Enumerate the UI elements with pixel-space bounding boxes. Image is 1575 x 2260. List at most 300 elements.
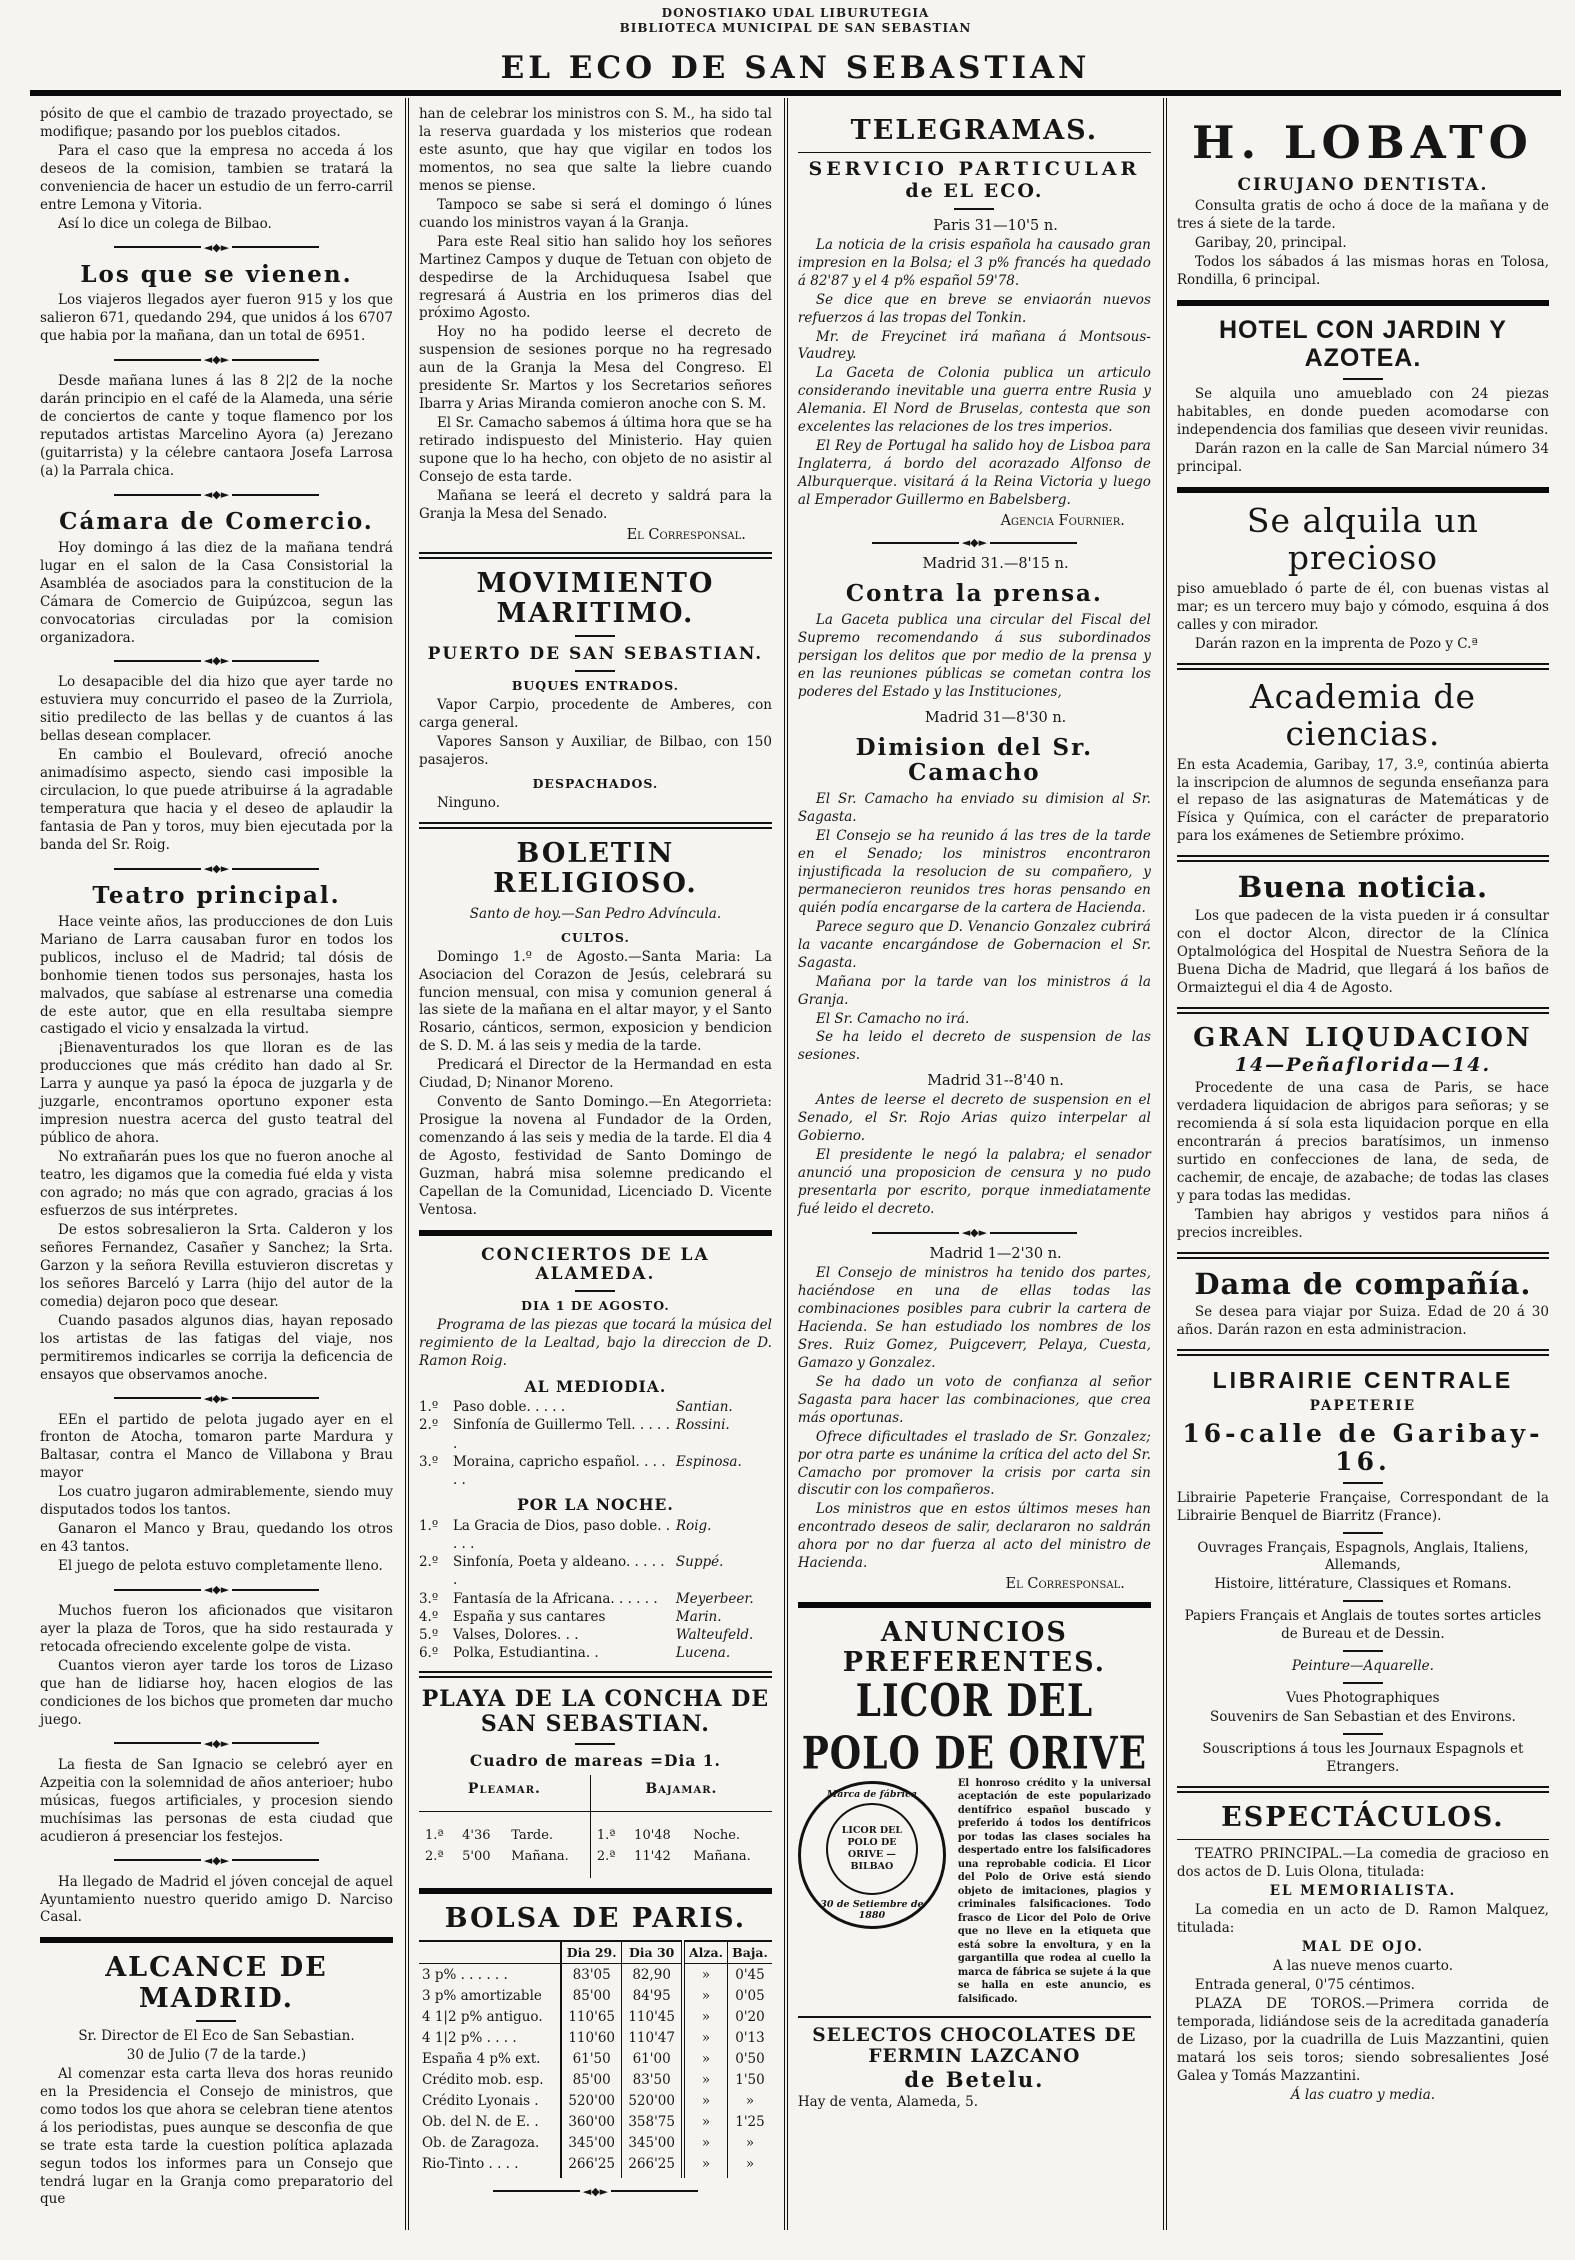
table-cell: Crédito mob. esp. xyxy=(421,2071,544,2088)
small-rule xyxy=(1343,1733,1383,1735)
paragraph: Para el caso que la empresa no acceda á los deseos de la comision, tambien se tratará la conveniencia de hacer un estudio de un ferro-carril entre Lemona y Vitoria. xyxy=(40,142,393,213)
paragraph: Mañana se leerá el decreto y saldrá para la Granja la Mesa del Senado. xyxy=(418,488,772,522)
paragraph: ¡Bienaventurados los que lloran es de las producciones que más crédito han dado al Sr. Larra y aunque ya pasó la época de juzgarla y de juzgarle, encontramos oportuno exponer esta impresion nuestra acerca del gusto teatral del público de ahora. xyxy=(40,1040,393,1147)
heading: BOLSA DE PARIS. xyxy=(444,1903,747,1934)
ornament-line xyxy=(232,246,319,248)
program-number: 3.º xyxy=(418,1590,439,1607)
table-cell: 345'00 xyxy=(622,2132,683,2153)
paragraph: Tampoco se sabe si será el domingo ó lúnes cuando los ministros vayan á la Granja. xyxy=(418,196,772,231)
ornament-line xyxy=(990,1232,1077,1234)
heading: TELEGRAMAS. xyxy=(850,115,1099,146)
ornament-line xyxy=(232,868,319,870)
ornament-line xyxy=(114,660,201,662)
small-rule xyxy=(1343,1482,1383,1484)
table-row xyxy=(419,1985,772,2006)
double-rule xyxy=(1177,1007,1549,1014)
stock-table-body xyxy=(419,1964,772,2178)
paragraph: pósito de que el cambio de trazado proyectado, se modifique; pasando por los pueblos citados. xyxy=(40,106,393,140)
program-author: Santian. xyxy=(675,1399,733,1416)
paragraph: Entrada general, 0'75 céntimos. xyxy=(1194,1976,1415,1993)
paragraph: Se alquila uno amueblado con 24 piezas habitables, en donde pueden acomodarse con independencia dos familias que deseen vivir reunidas. xyxy=(1176,386,1549,439)
small-rule xyxy=(575,670,615,672)
paragraph: Cuantos vieron ayer tarde los toros de Lizaso que han de lidiarse hoy, hacen elogios de las condiciones de los bichos que prometen dar mucho juego. xyxy=(40,1657,393,1728)
heading: de Betelu. xyxy=(904,2066,1045,2092)
paragraph: Programa de las piezas que tocará la música del regimiento de la Lealtad, bajo la direccion de D. Ramon Roig. xyxy=(418,1316,772,1369)
column-1 xyxy=(30,98,409,2230)
table-cell: 61'50 xyxy=(561,2048,622,2069)
program-item xyxy=(419,1590,772,1608)
heading: LIBRAIRIE CENTRALE xyxy=(1212,1366,1514,1393)
seal-center-text: LICOR DEL POLO DE ORIVE — BILBAO xyxy=(826,1803,918,1895)
paragraph: La Gaceta publica una circular del Fiscal del Supremo recomendando á sus subordinados persigan los delitos que por medio de la prensa y en las reuniones públicas se cometan contra los poderes del Estado y las Instituciones, xyxy=(797,611,1151,700)
paragraph: Domingo 1.º de Agosto.—Santa Maria: La Asociacion del Corazon de Jesús, celebrará su funcion mensual, con misa y comunion general á las siete de la mañana en el altar mayor, y el Santo Rosario, cánticos, sermon, exposicion y bendicion de S. D. M. á las seis y media de la tarde. xyxy=(418,948,772,1055)
program-number: 1.º xyxy=(418,1399,439,1416)
diamond-icon: ◄◆► xyxy=(203,862,230,875)
double-rule xyxy=(1177,1349,1549,1356)
paragraph: El Sr. Camacho no irá. xyxy=(815,1010,970,1027)
table-cell: 110'65 xyxy=(561,2006,622,2027)
program-item xyxy=(419,1644,772,1662)
heading: Buena noticia. xyxy=(1237,870,1489,905)
paragraph: La noticia de la crisis española ha causado gran impresion en la Bolsa; el 3 p% francés ha quedado á 82'87 y el 4 p% español 59'78. xyxy=(797,236,1151,289)
small-rule xyxy=(1343,1682,1383,1684)
heading: ANUNCIOS PREFERENTES. xyxy=(842,1617,1107,1679)
paragraph: PAPETERIE xyxy=(1309,1397,1417,1414)
paragraph: Se ha leido el decreto de suspension de las sesiones. xyxy=(797,1029,1151,1064)
table-cell: » xyxy=(728,2132,772,2153)
heavy-rule xyxy=(1177,487,1549,493)
heading: 14—Peñaflorida—14. xyxy=(1234,1053,1492,1076)
advert-licor-del-polo xyxy=(798,1674,1151,2019)
table-cell: 1'50 xyxy=(728,2069,772,2090)
program-title: España y sus cantares xyxy=(452,1608,606,1625)
heading: de EL ECO. xyxy=(905,179,1044,202)
tide-table-head xyxy=(419,1775,772,1812)
advert-title: LICOR DEL POLO DE ORIVE xyxy=(801,1674,1148,1780)
table-cell: Crédito Lyonais . xyxy=(421,2092,539,2109)
diamond-icon: ◄◆► xyxy=(203,1583,230,1597)
paragraph: Los viajeros llegados ayer fueron 915 y los que salieron 671, quedando 294, que unidos á los 6707 que habia por la mañana, dan un total de 6951. xyxy=(40,292,393,345)
paragraph: piso amueblado ó parte de él, con buenas vistas al mar; es un tercero muy bajo y cómodo, esquina á dos calles y con mirador. xyxy=(1176,580,1549,633)
paragraph: han de celebrar los ministros con S. M., ha sido tal la reserva guardada y los misterios que rodean este asunto, que hay que vigilar en todos los momentos, no sea que salte la liebre cuando menos se piense. xyxy=(418,106,772,194)
ornament-line xyxy=(493,2190,580,2192)
paragraph: Cuando pasados algunos dias, hayan reposado los artistas de las fatigas del viaje, nos permitiremos indicarles se corrija la deficencia de ensayos que observamos anoche. xyxy=(40,1312,393,1383)
double-rule xyxy=(419,1671,772,1678)
table-cell: 2.ª xyxy=(424,1849,444,1864)
program-author: Roig. xyxy=(675,1517,712,1534)
program-number: 5.º xyxy=(418,1626,439,1643)
small-rule xyxy=(196,2020,236,2022)
paragraph: Santo de hoy.—San Pedro Advíncula. xyxy=(469,905,722,922)
paragraph: El presidente le negó la palabra; el senador anunció una proposicion de censura y no pudo presentarla por escrito, porque inmediatamente fué leido el decreto. xyxy=(797,1147,1151,1218)
table-cell: » xyxy=(683,2048,728,2069)
paragraph: Para este Real sitio han salido hoy los señores Martinez Campos y duque de Tetuan con objeto de despedirse de la Archiduquesa Isabel que regresará á Austria en los primeros dias del próximo Agosto. xyxy=(418,233,772,322)
table-cell: 520'00 xyxy=(561,2090,622,2111)
ornament-line xyxy=(232,1859,319,1861)
table-row xyxy=(419,2153,772,2178)
table-cell: 360'00 xyxy=(561,2111,622,2132)
heading: Contra la prensa. xyxy=(845,580,1103,608)
heading: Cuadro de mareas =Dia 1. xyxy=(469,1750,721,1770)
paragraph: Souscriptions á tous les Journaux Espagnols et Etrangers. xyxy=(1202,1741,1524,1776)
table-cell: » xyxy=(683,2027,728,2048)
program-author: Lucena. xyxy=(675,1645,731,1662)
paragraph: Mr. de Freycinet irá mañana á Montsous-Vaudrey. xyxy=(797,328,1151,363)
table-cell: 61'00 xyxy=(622,2048,683,2069)
table-cell: 4'36 xyxy=(462,1828,491,1843)
paragraph: Peinture—Aquarelle. xyxy=(1291,1658,1434,1675)
table-row xyxy=(419,2111,772,2132)
column-header: Pleamar. xyxy=(419,1775,590,1812)
heading: Se alquila un precioso xyxy=(1246,500,1479,577)
paragraph: Hay de venta, Alameda, 5. xyxy=(797,2094,978,2111)
program-item xyxy=(419,1626,772,1644)
program-title: Fantasía de la Africana. . . . . . xyxy=(452,1590,658,1607)
ornament-line xyxy=(114,246,201,248)
program-item xyxy=(419,1553,772,1589)
divider-ornament-icon xyxy=(872,537,1077,548)
paragraph: No extrañarán pues los que no fueron anoche al teatro, les digamos que la comedia fué elda y vista con agrado; no más que con agrado, gracias á los esfuerzos de sus intérpretes. xyxy=(40,1149,393,1219)
table-row xyxy=(419,2048,772,2069)
table-cell: 11'42 xyxy=(634,1849,671,1864)
paragraph: Consulta gratis de ocho á doce de la mañana y de tres á siete de la tarde. xyxy=(1176,198,1549,233)
program-title: Paso doble. . . . . xyxy=(452,1399,566,1416)
heading: POR LA NOCHE. xyxy=(517,1495,674,1515)
paragraph: Darán razon en la imprenta de Pozo y C.ª xyxy=(1194,635,1478,652)
program-author: Meyerbeer. xyxy=(675,1590,754,1607)
program-number: 2.º xyxy=(418,1554,439,1571)
heading: HOTEL CON JARDIN Y AZOTEA. xyxy=(1218,316,1507,373)
paragraph: En esta Academia, Garibay, 17, 3.º, continúa abierta la inscripcion de alumnos de segunda enseñanza para el repaso de las asignaturas de Matemáticas y de Física y Química, con el carácter de preparatorio para los exámenes de Setiembre próximo. xyxy=(1176,756,1549,845)
masthead-title: EL ECO DE SAN SEBASTIAN xyxy=(500,50,1091,86)
paragraph: La fiesta de San Ignacio se celebró ayer en Azpeitia con la solemnidad de años anterioer; hubo músicas, fuegos artificiales, y procesion siendo muchísimas las personas de esta ciudad que acudieron á presenciar los festejos. xyxy=(40,1756,393,1845)
library-stamp-line1: DONOSTIAKO UDAL LIBURUTEGIA xyxy=(661,6,930,20)
advert-body xyxy=(798,1777,1151,2019)
paragraph: Á las cuatro y media. xyxy=(1290,2086,1436,2103)
paragraph: El Rey de Portugal ha salido hoy de Lisboa para Inglaterra, á bordo del acorazado Alfonso de Alburquerque. visitará á la Reina Victoria y luego al Emperador Guillermo en Babelsberg. xyxy=(797,438,1151,509)
ornament-line xyxy=(232,1742,319,1744)
paragraph: Ouvrages Français, Espagnols, Anglais, Italiens, Allemands, xyxy=(1197,1539,1529,1574)
table-cell: 110'45 xyxy=(622,2006,683,2027)
heavy-rule xyxy=(1177,300,1549,306)
heading: Dama de compañía. xyxy=(1194,1266,1532,1301)
double-rule xyxy=(419,822,772,829)
paragraph: El Consejo se ha reunido á las tres de la tarde en el Senado; los ministros encontraron injustificada la resolucion de su compañero, y permanecieron reunidos tres horas pensando en quién podía encargarse de la cartera de Hacienda. xyxy=(797,827,1151,916)
column-header: Baja. xyxy=(728,1941,772,1964)
paragraph: El Consejo de ministros ha tenido dos partes, haciéndose en una de ellas todas las combinaciones posibles para cubrir la cartera de Hacienda. Se han estudiado los nombres de los Sres. Ruiz Gomez, Puigceverr, Pelaya, Cuesta, Gamazo y Gonzalez. xyxy=(797,1265,1151,1371)
table-row xyxy=(419,1812,772,1847)
divider-ornament-icon xyxy=(114,1393,319,1404)
table-cell: » xyxy=(683,2153,728,2178)
table-cell: 4 1|2 p% antiguo. xyxy=(421,2008,543,2025)
small-rule xyxy=(575,1290,615,1292)
dateline: Paris 31—10'5 n. xyxy=(933,217,1058,234)
divider-ornament-icon xyxy=(114,1738,319,1749)
program-title: Moraina, capricho español. . . . . . xyxy=(452,1453,666,1489)
paragraph: Los que padecen de la vista pueden ir á consultar con el doctor Alcon, director de la Clínica Optalmológica del Hospital de Nuestra Señora de la Buena Dicha de Madrid, que llegará á los baños de Ormaiztegui el dia 4 de Agosto. xyxy=(1176,907,1549,996)
paragraph: Ninguno. xyxy=(436,795,500,812)
double-rule xyxy=(1177,1252,1549,1259)
thin-rule xyxy=(798,152,1151,153)
stock-table xyxy=(419,1940,772,2178)
program-author: Marin. xyxy=(675,1608,722,1625)
paragraph: Desde mañana lunes á las 8 2|2 de la noche darán principio en el café de la Alameda, una série de conciertos de cante y toque flamenco por los reputados artistas Marcelino Ayora (a) Jerezano (guitarrista) y la célebre cantaora Josefa Larrosa (a) la Parrala chica. xyxy=(40,373,393,480)
ornament-line xyxy=(232,1397,319,1399)
heavy-rule xyxy=(798,1602,1151,1608)
program-item xyxy=(419,1398,772,1416)
small-rule xyxy=(954,208,994,210)
paragraph: Antes de leerse el decreto de suspension en el Senado, el Sr. Rojo Arias quizo interpelar al Gobierno. xyxy=(797,1092,1151,1145)
divider-ornament-icon xyxy=(114,863,319,874)
table-cell: 0'50 xyxy=(728,2048,772,2069)
paragraph: Sr. Director de El Eco de San Sebastian. xyxy=(78,2027,355,2044)
table-cell: 0'05 xyxy=(728,1985,772,2006)
tide-table xyxy=(419,1775,772,1878)
table-cell: 83'05 xyxy=(561,1964,622,1986)
paragraph: EL MEMORIALISTA. xyxy=(1269,1883,1457,1900)
heading: H. LOBATO xyxy=(1191,116,1534,169)
seal-bottom-text: 30 de Setiembre de 1880 xyxy=(820,1898,924,1921)
divider-ornament-icon xyxy=(493,2186,698,2197)
table-cell: 0'13 xyxy=(728,2027,772,2048)
paragraph: Lo desapacible del dia hizo que ayer tarde no estuviera muy concurrido el paseo de la Zurriola, sitio predilecto de las bellas y de cuantos á las bellas desean complacer. xyxy=(40,674,393,745)
small-rule xyxy=(1343,1600,1383,1602)
paragraph: Se dice que en breve se enviaorán nuevos refuerzos á las tropas del Tonkin. xyxy=(797,291,1151,326)
paragraph: Procedente de una casa de Paris, se hace verdadera liquidacion de abrigos para señoras; y se recomienda á sí sola esta liquidacion porque en ella encontrarán á precios baratísimos, un inmenso surtido en confecciones de lana, de seda, de cachemir, de encaje, de azabache; de todas las clases y para todas las medidas. xyxy=(1176,1079,1549,1204)
ornament-line xyxy=(114,1589,201,1591)
ornament-line xyxy=(114,868,201,870)
program-title: La Gracia de Dios, paso doble. . . . . xyxy=(452,1517,671,1552)
program-author: Espinosa. xyxy=(675,1453,742,1470)
paragraph: PLAZA DE TOROS.—Primera corrida de temporada, lidiándose seis de la acreditada ganadería de Lizaso, por la cuadrilla de Luis Mazzantini, quien matará los seis toros; siendo sobresalientes José Galea y Tomás Mazzantini. xyxy=(1176,1995,1549,2084)
heading: Dimision del Sr. Camacho xyxy=(855,733,1094,787)
double-rule xyxy=(1177,855,1549,862)
paragraph: Vapores Sanson y Auxiliar, de Bilbao, con 150 pasajeros. xyxy=(418,734,772,769)
table-cell: 82,90 xyxy=(622,1964,683,1986)
diamond-icon: ◄◆► xyxy=(203,654,230,668)
ornament-line xyxy=(114,1397,201,1399)
table-row xyxy=(419,1964,772,1986)
column-header: Alza. xyxy=(683,1941,728,1964)
column-header: Dia 30 xyxy=(622,1941,683,1964)
paragraph: Parece seguro que D. Venancio Gonzalez cubrirá la vacante encargándose de Gobernacion el Sr. Sagasta. xyxy=(797,918,1151,971)
signature: El Corresponsal. xyxy=(626,526,746,543)
double-rule xyxy=(1177,663,1549,670)
table-cell: 5'00 xyxy=(462,1849,491,1864)
paragraph: Así lo dice un colega de Bilbao. xyxy=(58,215,272,232)
paragraph: Hace veinte años, las producciones de don Luis Mariano de Larra causaban furor en todos los publicos, incluso el de Madrid; tal dósis de bonhomie tienen todos sus personajes, hasta los malvados, que sabíase al estrenarse una comedia de este autor, que en ella resultaba siempre castigado el vicio y ensalzada la virtud. xyxy=(40,913,393,1038)
table-cell: » xyxy=(683,1964,728,1986)
paragraph: El Sr. Camacho ha enviado su dimision al Sr. Sagasta. xyxy=(797,791,1151,826)
tide-table-body xyxy=(419,1812,772,1879)
dateline: Madrid 31.—8'15 n. xyxy=(922,556,1069,573)
ornament-line xyxy=(611,2190,698,2192)
divider-ornament-icon xyxy=(872,1227,1077,1238)
program-number: 4.º xyxy=(418,1608,439,1625)
divider-ornament-icon xyxy=(114,354,319,365)
small-rule xyxy=(575,635,615,637)
dateline: Madrid 31—8'30 n. xyxy=(924,709,1067,726)
heading: AL MEDIODIA. xyxy=(524,1376,667,1396)
diamond-icon: ◄◆► xyxy=(203,1391,230,1405)
paragraph: Mañana por la tarde van los ministros á la Granja. xyxy=(797,973,1151,1008)
diamond-icon: ◄◆► xyxy=(961,536,988,550)
table-cell: » xyxy=(728,2153,772,2178)
table-cell: Mañana. xyxy=(511,1849,569,1864)
paragraph: A las nueve menos cuarto. xyxy=(1272,1958,1453,1974)
paragraph: Histoire, littérature, Classiques et Romans. xyxy=(1214,1576,1512,1593)
heading: ESPECTÁCULOS. xyxy=(1221,1802,1505,1834)
column-4 xyxy=(1167,98,1561,2230)
table-cell: 1.ª xyxy=(424,1828,444,1843)
heading: ALCANCE DE MADRID. xyxy=(105,1952,328,2014)
ornament-line xyxy=(114,1742,201,1744)
stock-table-head xyxy=(419,1941,772,1964)
table-row xyxy=(419,2069,772,2090)
double-rule xyxy=(419,552,772,559)
heading: BOLETIN RELIGIOSO. xyxy=(493,838,698,900)
table-cell: 3 p% . . . . . . xyxy=(421,1966,508,1983)
table-cell: 10'48 xyxy=(634,1828,671,1843)
ornament-line xyxy=(232,359,319,361)
ornament-line xyxy=(872,1232,959,1234)
divider-ornament-icon xyxy=(114,242,319,253)
column-3 xyxy=(788,98,1167,2230)
table-cell: » xyxy=(683,1985,728,2006)
column-2 xyxy=(409,98,788,2230)
heading: CONCIERTOS DE LA ALAMEDA. xyxy=(481,1244,710,1284)
dateline: Madrid 31--8'40 n. xyxy=(927,1073,1064,1090)
program-title: Sinfonía de Guillermo Tell. . . . . . xyxy=(452,1417,670,1452)
heading: BUQUES ENTRADOS. xyxy=(511,678,680,694)
heading: Teatro principal. xyxy=(92,882,341,909)
paragraph: Tambien hay abrigos y vestidos para niños á precios increibles. xyxy=(1176,1206,1549,1241)
table-row xyxy=(419,2006,772,2027)
table-cell: 520'00 xyxy=(622,2090,683,2111)
paragraph: Papiers Français et Anglais de toutes sortes articles de Bureau et de Dessin. xyxy=(1184,1608,1542,1643)
paragraph: Hoy domingo á las diez de la mañana tendrá lugar en el salon de la Casa Consistorial la Asambléa de asociados para la constitucion de la Cámara de Comercio de Guipúzcoa, segun las convocatorias circuladas por la comision organizadora. xyxy=(40,539,393,646)
ornament-line xyxy=(232,1589,319,1591)
signature: El Corresponsal. xyxy=(1005,1576,1125,1593)
program-number: 1.º xyxy=(418,1517,439,1534)
program-author: Walteufeld. xyxy=(675,1626,754,1643)
paragraph: Al comenzar esta carta lleva dos horas reunido en la Presidencia el Consejo de ministros, que como todos los que ahora se celebran tiene atentos á los periodistas, pues aunque se desconfia de que se trate esta tarde la cuestion política aplazada segun todos los informes para un Consejo que tendrá lugar en la Granja como preparatorio del que xyxy=(40,2065,393,2208)
table-cell: 358'75 xyxy=(622,2111,683,2132)
ornament-line xyxy=(232,494,319,496)
heading: Los que se vienen. xyxy=(80,260,353,288)
heading: GRAN LIQUDACION xyxy=(1193,1022,1533,1053)
paragraph: De estos sobresalieron la Srta. Calderon y los señores Fernandez, Casañer y Sanchez; la Srta. Garzon y la señora Revilla estuvieron discretas y los señores Barceló y Larra (hijo del autor de la comedia) dejaron poco que desear. xyxy=(40,1221,393,1310)
table-cell: 345'00 xyxy=(561,2132,622,2153)
table-cell: Mañana. xyxy=(693,1849,751,1864)
heading: SERVICIO PARTICULAR xyxy=(808,158,1141,181)
heavy-rule xyxy=(419,1230,772,1236)
newspaper-columns xyxy=(30,98,1561,2230)
paragraph: Convento de Santo Domingo.—En Ategorrieta: Prosigue la novena al Fundador de la Orden, comenzando á las seis y media de la tarde. El dia 4 de Agosto, festividad de Santo Domingo de Guzman, habrá misa solemne predicando el Capellan de la Comunidad, Licenciado D. Vicente Ventosa. xyxy=(418,1094,772,1218)
table-cell: España 4 p% ext. xyxy=(421,2050,541,2067)
heading: PLAYA DE LA CONCHA DE SAN SEBASTIAN. xyxy=(421,1686,770,1738)
masthead-rule xyxy=(30,90,1561,96)
paragraph: Ganaron el Manco y Brau, quedando los otros en 43 tantos. xyxy=(40,1521,393,1556)
table-row xyxy=(419,2027,772,2048)
table-cell: » xyxy=(728,2090,772,2111)
table-cell: 85'00 xyxy=(561,1985,622,2006)
program-author: Rossini. xyxy=(675,1417,730,1434)
paragraph: El juego de pelota estuvo completamente lleno. xyxy=(58,1558,383,1575)
divider-ornament-icon xyxy=(114,489,319,500)
divider-ornament-icon xyxy=(114,1855,319,1866)
divider-ornament-icon xyxy=(114,655,319,666)
paragraph: Se desea para viajar por Suiza. Edad de 20 á 30 años. Darán razon en esta administracion. xyxy=(1176,1304,1549,1338)
ornament-line xyxy=(114,494,201,496)
paragraph: Vapor Carpio, procedente de Amberes, con carga general. xyxy=(418,697,772,732)
paragraph: Todos los sábados á las mismas horas en Tolosa, Rondilla, 6 principal. xyxy=(1176,254,1549,289)
paragraph: En cambio el Boulevard, ofreció anoche animadísimo aspecto, siendo casi imposible la circulacion, lo que puede atribuirse á la agradable temperatura que hacia y el deseo de aplaudir la fantasia de Pan y toros, muy bien ejecutada por la banda del Sr. Roig. xyxy=(40,747,393,854)
ornament-line xyxy=(990,542,1077,544)
paragraph: Los ministros que en estos últimos meses han encontrado deseos de salir, declararon no saldrán ahora por no dar fuerza al acto del ministro de Hacienda. xyxy=(797,1501,1151,1572)
paragraph: Librairie Papeterie Française, Correspondant de la Librairie Benquel de Biarritz (France). xyxy=(1176,1489,1549,1524)
table-row xyxy=(419,2132,772,2153)
table-cell: 83'50 xyxy=(622,2069,683,2090)
heavy-rule xyxy=(419,1888,772,1894)
table-cell: » xyxy=(683,2111,728,2132)
diamond-icon: ◄◆► xyxy=(203,1736,230,1750)
table-cell: » xyxy=(683,2090,728,2111)
diamond-icon: ◄◆► xyxy=(203,488,230,501)
table-cell: 0'20 xyxy=(728,2006,772,2027)
heading: PUERTO DE SAN SEBASTIAN. xyxy=(427,644,764,665)
table-cell: 110'60 xyxy=(561,2027,622,2048)
paragraph: MAL DE OJO. xyxy=(1301,1939,1424,1956)
column-header: Bajamar. xyxy=(590,1775,772,1812)
double-rule xyxy=(1177,1786,1549,1793)
table-cell: » xyxy=(683,2006,728,2027)
program-title: Sinfonía, Poeta y aldeano. . . . . . xyxy=(452,1554,665,1589)
paragraph: Vues Photographiques xyxy=(1286,1690,1440,1707)
table-cell: » xyxy=(683,2069,728,2090)
diamond-icon: ◄◆► xyxy=(961,1226,988,1240)
paragraph: Muchos fueron los aficionados que visitaron ayer la plaza de Toros, que ha sido restaurada y retocada ofreciendo excelente golpe de vista. xyxy=(40,1603,393,1656)
table-row xyxy=(419,2090,772,2111)
paragraph: El Sr. Camacho sabemos á última hora que se ha retirado indispuesto del Ministerio. Hay quien supone que lo ha hecho, con objeto de no asistir al Consejo de esta tarde. xyxy=(418,415,772,486)
trademark-seal-icon xyxy=(798,1781,946,1929)
ornament-line xyxy=(232,660,319,662)
diamond-icon: ◄◆► xyxy=(203,353,230,367)
divider-ornament-icon xyxy=(114,1584,319,1595)
table-cell: Tarde. xyxy=(511,1828,554,1843)
table-cell: 2.ª xyxy=(590,1846,628,1878)
program-title: Valses, Dolores. . . xyxy=(452,1626,579,1643)
diamond-icon: ◄◆► xyxy=(203,240,230,254)
paragraph: Darán razon en la calle de San Marcial número 34 principal. xyxy=(1176,441,1549,475)
program-item xyxy=(419,1416,772,1452)
ornament-line xyxy=(114,1859,201,1861)
paragraph: Los cuatro jugaron admirablemente, siendo muy disputados todos los tantos. xyxy=(40,1484,393,1519)
program-title: Polka, Estudiantina. . xyxy=(452,1645,599,1662)
program-number: 6.º xyxy=(418,1645,439,1662)
thin-rule xyxy=(1177,1839,1549,1840)
ornament-line xyxy=(872,542,959,544)
table-row xyxy=(419,1775,772,1812)
paragraph: Ha llegado de Madrid el jóven concejal de aquel Ayuntamiento nuestro querido amigo D. Narciso Casal. xyxy=(40,1873,393,1926)
advert-small-text: El honroso crédito y la universal aceptación de este popularizado dentífrico español buscado y preferido á todos los dentífricos por todas las clases sociales ha despertado entre los falsificadores una reprobable codicia. El Licor del Polo de Orive está siendo objeto de imitaciones, plagios y criminales falsificaciones. Todo frasco de Licor del Polo de Orive que no lleve en la etiqueta que está sobre la envoltura, y en la gargantilla que rodea al cuello la marca de fábrica se sujete á la que se halla en este anuncio, es falsificado. xyxy=(957,1777,1151,2005)
library-stamp xyxy=(30,6,1561,36)
library-stamp-line2: BIBLIOTECA MUNICIPAL DE SAN SEBASTIAN xyxy=(619,21,972,35)
program-item xyxy=(419,1453,772,1489)
table-row xyxy=(419,1941,772,1964)
program-item xyxy=(419,1517,772,1553)
table-cell: 85'00 xyxy=(561,2069,622,2090)
